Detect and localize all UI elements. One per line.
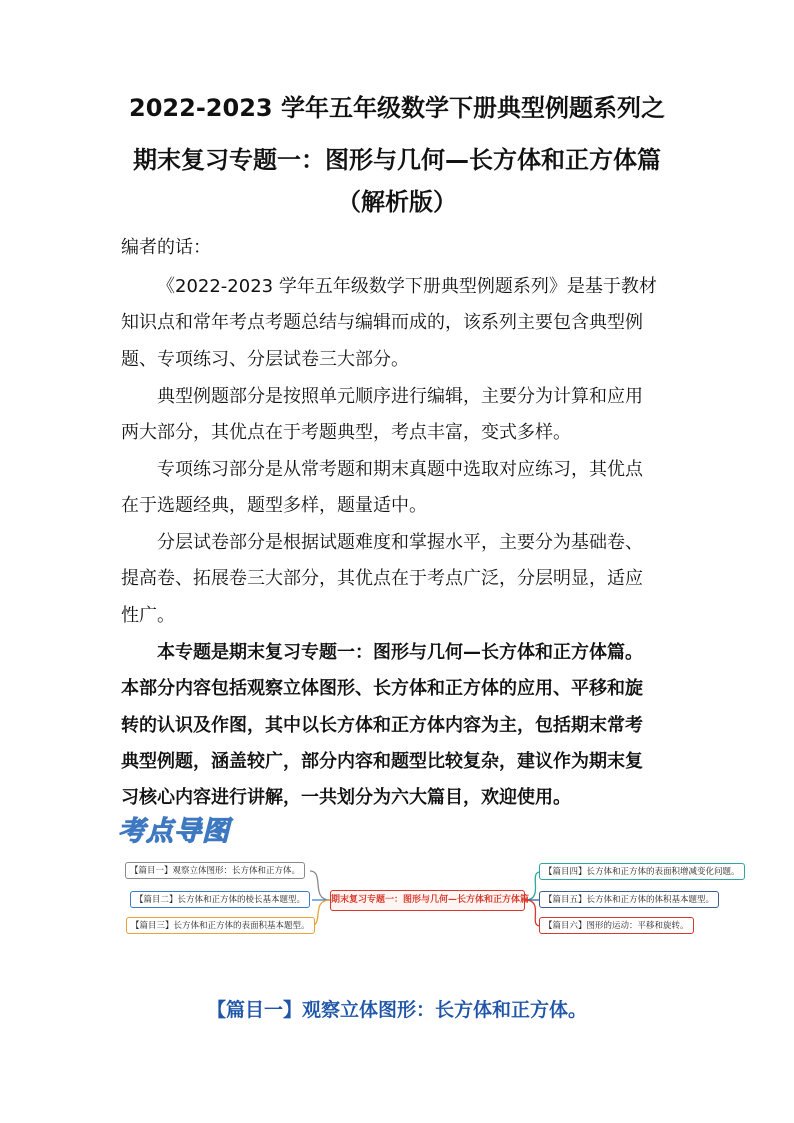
mindmap-node-5: 【篇目五】长方体和正方体的体积基本题型。: [539, 891, 719, 908]
mindmap-banner: 考点导图: [118, 816, 230, 847]
preface-line: 典型例题部分是按照单元顺序进行编辑，主要分为计算和应用: [157, 386, 643, 407]
preface-line: 《2022-2023 学年五年级数学下册典型例题系列》是基于教材: [157, 276, 657, 297]
preface-line: 两大部分，其优点在于考题典型，考点丰富，变式多样。: [121, 422, 571, 443]
mindmap-node-4: 【篇目四】长方体和正方体的表面积增减变化问题。: [539, 863, 745, 880]
mindmap-node-2: 【篇目二】长方体和正方体的棱长基本题型。: [130, 891, 310, 908]
document-title-line-1: 2022-2023 学年五年级数学下册典型例题系列之: [129, 94, 665, 122]
connector-1: [310, 871, 330, 900]
mindmap-node-6: 【篇目六】图形的运动：平移和旋转。: [539, 917, 694, 934]
preface-heading: 编者的话：: [121, 237, 211, 258]
topic-summary-line: 习核心内容进行讲解，一共划分为六大篇目，欢迎使用。: [121, 787, 571, 808]
topic-summary-line: 本专题是期末复习专题一：图形与几何—长方体和正方体篇。: [157, 642, 643, 663]
preface-line: 专项练习部分是从常考题和期末真题中选取对应练习，其优点: [157, 459, 643, 480]
mindmap-center-node: 期末复习专题一：图形与几何—长方体和正方体篇: [330, 890, 525, 911]
mindmap-node-1: 【篇目一】观察立体图形：长方体和正方体。: [125, 862, 305, 879]
preface-line: 性广。: [121, 605, 175, 626]
document-title-line-2: 期末复习专题一：图形与几何—长方体和正方体篇: [133, 146, 661, 174]
topic-summary-line: 转的认识及作图，其中以长方体和正方体内容为主，包括期末常考: [121, 715, 643, 736]
preface-line: 题、专项练习、分层试卷三大部分。: [121, 349, 409, 370]
topic-summary-line: 典型例题，涵盖较广，部分内容和题型比较复杂，建议作为期末复: [121, 751, 643, 772]
section-heading: 【篇目一】观察立体图形：长方体和正方体。: [206, 999, 587, 1021]
document-title-line-3: （解析版）: [337, 188, 457, 216]
preface-line: 分层试卷部分是根据试题难度和掌握水平，主要分为基础卷、: [157, 532, 643, 553]
preface-line: 知识点和常年考点考题总结与编辑而成的，该系列主要包含典型例: [121, 312, 643, 333]
mindmap-node-3: 【篇目三】长方体和正方体的表面积基本题型。: [126, 917, 315, 934]
preface-line: 提高卷、拓展卷三大部分，其优点在于考点广泛，分层明显，适应: [121, 568, 643, 589]
topic-summary-line: 本部分内容包括观察立体图形、长方体和正方体的应用、平移和旋: [121, 678, 643, 699]
preface-line: 在于选题经典，题型多样，题量适中。: [121, 495, 427, 516]
